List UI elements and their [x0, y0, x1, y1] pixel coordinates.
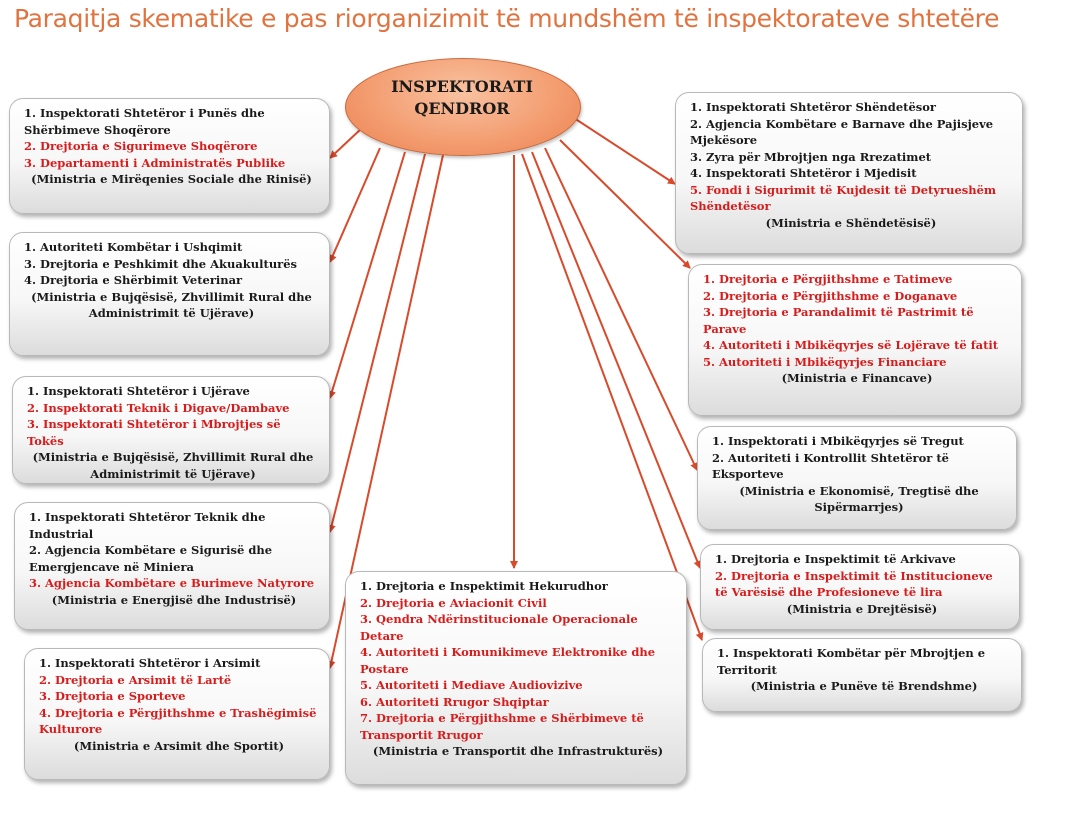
box-2-item-3: 4. Drejtoria e Shërbimit Veterinar [24, 273, 243, 287]
box-5-item-2: 2. Drejtoria e Arsimit të Lartë [39, 672, 232, 687]
box-11-item-1: 1. Inspektorati Kombëtar për Mbrojtjen e Territorit [717, 646, 986, 677]
box-7-item-5: 5. Fondi i Sigurimit të Kujdesit të Detyrueshëm Shëndetësor [690, 182, 997, 213]
box-7-item-2: 2. Agjencia Kombëtare e Barnave dhe Pajisjeve Mjekësore [690, 116, 994, 147]
box-11-ministry: (Ministria e Punëve të Brendshme) [750, 679, 978, 693]
box-8-item-3: 3. Drejtoria e Parandalimit të Pastrimit të Parave [703, 305, 974, 336]
box-6-ministry: (Ministria e Transportit dhe Infrastrukturës) [372, 744, 664, 758]
box-3-item-1: 1. Inspektorati Shtetëror i Ujërave [27, 384, 250, 398]
box-6 [345, 571, 687, 785]
box-9-item-2: 2. Autoriteti i Kontrollit Shtetëror të Eksporteve [712, 450, 949, 481]
box-1 [9, 98, 330, 214]
box-4-item-1: 1. Inspektorati Shtetëror Teknik dhe Industrial [29, 510, 266, 541]
box-3-item-2: 2. Inspektorati Teknik i Digave/Dambave [27, 400, 290, 415]
box-7 [675, 92, 1023, 254]
box-2-item-1: 1. Autoriteti Kombëtar i Ushqimit [24, 240, 243, 254]
box-1-item-2: 2. Drejtoria e Sigurimeve Shoqërore [24, 139, 258, 153]
box-7-item-3: 3. Zyra për Mbrojtjen nga Rrezatimet [690, 149, 932, 164]
box-8-item-2: 2. Drejtoria e Përgjithshme e Doganave [703, 288, 958, 303]
box-9-ministry: (Ministria e Ekonomisë, Tregtisë dhe Sipërmarrjes) [739, 483, 979, 514]
box-5 [24, 648, 330, 780]
box-10-item-2: 2. Drejtoria e Inspektimit të Institucioneve të Varësisë dhe Profesioneve të lira [715, 568, 993, 599]
box-2 [9, 232, 330, 356]
box-1-ministry: (Ministria e Mirëqenies Sociale dhe Rinisë) [31, 172, 312, 186]
arrow-to-box-8 [560, 140, 690, 268]
arrow-to-box-7 [574, 118, 675, 184]
box-6-item-4: 4. Autoriteti i Komunikimeve Elektronike dhe Postare [360, 645, 656, 676]
diagram-title: Paraqitja skematike e pas riorganizimit të mundshëm të inspektorateve shtetëre [14, 4, 1000, 33]
box-8 [688, 264, 1022, 416]
box-6-item-1: 1. Drejtoria e Inspektimit Hekurudhor [360, 579, 608, 593]
box-4 [14, 502, 330, 630]
box-3-item-3: 3. Inspektorati Shtetëror i Mbrojtjes së Tokës [27, 417, 281, 448]
box-10 [700, 544, 1020, 630]
box-7-item-1: 1. Inspektorati Shtetëror Shëndetësor [690, 100, 936, 114]
box-8-ministry: (Ministria e Financave) [781, 371, 933, 385]
box-1-item-1: 1. Inspektorati Shtetëror i Punës dhe Shërbimeve Shoqërore [24, 106, 265, 137]
box-6-item-2: 2. Drejtoria e Aviacionit Civil [360, 595, 547, 610]
box-5-item-4: 4. Drejtoria e Përgjithshme e Trashëgimisë Kulturore [39, 705, 317, 736]
arrow-to-box-1 [330, 128, 362, 158]
box-4-ministry: (Ministria e Energjisë dhe Industrisë) [51, 592, 297, 607]
box-7-item-4: 4. Inspektorati Shtetëror i Mjedisit [690, 166, 917, 180]
box-6-item-5: 5. Autoriteti i Mediave Audiovizive [360, 678, 583, 692]
box-11 [702, 638, 1022, 712]
arrow-to-box-2 [330, 148, 380, 262]
box-5-ministry: (Ministria e Arsimit dhe Sportit) [73, 738, 285, 753]
box-1-item-3: 3. Departamenti i Administratës Publike [24, 155, 286, 170]
box-2-item-2: 3. Drejtoria e Peshkimit dhe Akuakulturës [24, 256, 298, 271]
box-6-item-3: 3. Qendra Ndërinstitucionale Operacionale Detare [360, 612, 638, 643]
box-10-item-1: 1. Drejtoria e Inspektimit të Arkivave [715, 552, 956, 566]
box-8-item-1: 1. Drejtoria e Përgjithshme e Tatimeve [703, 272, 953, 286]
box-9 [697, 426, 1017, 530]
box-4-item-3: 3. Agjencia Kombëtare e Burimeve Natyrore [29, 576, 315, 590]
box-8-item-4: 4. Autoriteti i Mbikëqyrjes së Lojërave të fatit [703, 338, 999, 352]
box-7-ministry: (Ministria e Shëndetësisë) [765, 215, 937, 230]
box-10-ministry: (Ministria e Drejtësisë) [786, 601, 938, 616]
box-6-item-7: 7. Drejtoria e Përgjithshme e Shërbimeve të Transportit Rrugor [360, 711, 644, 742]
box-3-ministry: (Ministria e Bujqësisë, Zhvillimit Rural dhe Administrimit të Ujërave) [32, 450, 314, 481]
box-4-item-2: 2. Agjencia Kombëtare e Sigurisë dhe Emergjencave në Miniera [29, 543, 273, 574]
box-9-item-1: 1. Inspektorati i Mbikëqyrjes së Tregut [712, 434, 964, 448]
box-3 [12, 376, 330, 484]
box-6-item-6: 6. Autoriteti Rrugor Shqiptar [360, 694, 549, 709]
box-8-item-5: 5. Autoriteti i Mbikëqyrjes Financiare [703, 354, 947, 369]
box-5-item-3: 3. Drejtoria e Sporteve [39, 689, 186, 703]
arrow-to-box-4 [330, 154, 425, 532]
box-5-item-1: 1. Inspektorati Shtetëror i Arsimit [39, 656, 261, 670]
box-2-ministry: (Ministria e Bujqësisë, Zhvillimit Rural dhe Administrimit të Ujërave) [31, 289, 312, 320]
center-label: INSPEKTORATI QENDROR [391, 77, 533, 118]
